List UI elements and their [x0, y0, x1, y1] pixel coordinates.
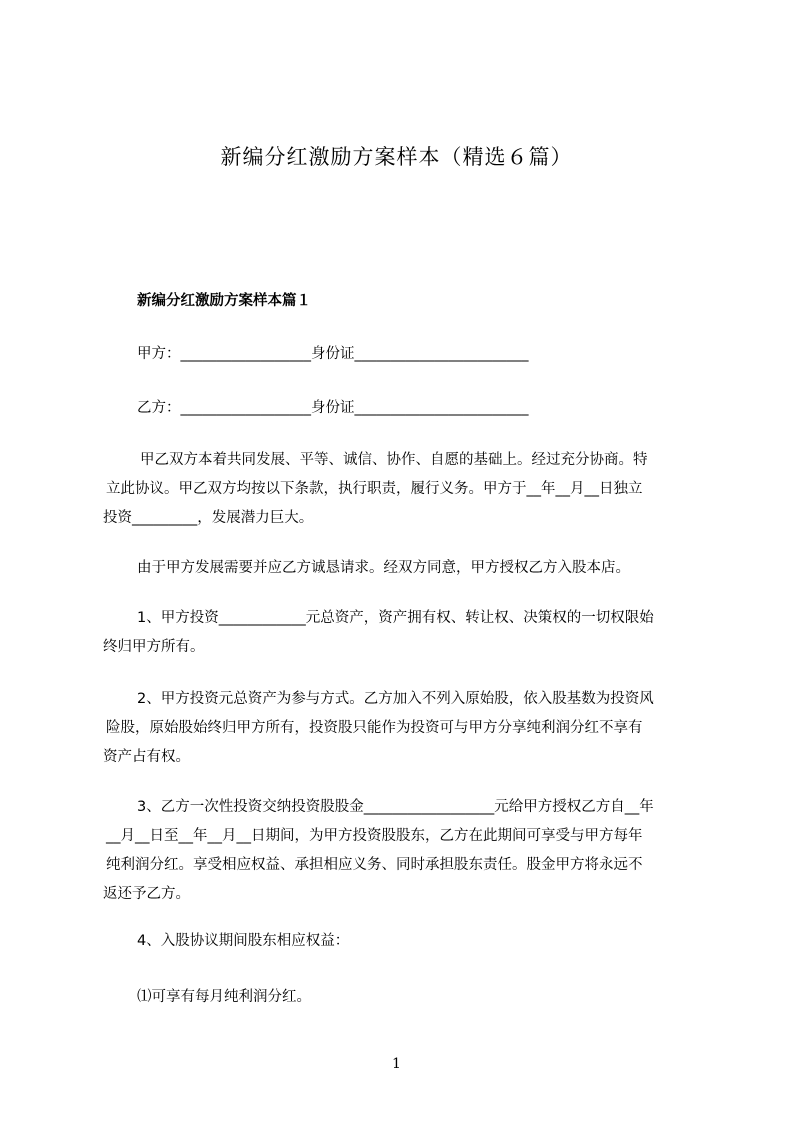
clause-2-line: 险股，原始股始终归甲方所有，投资股只能作为投资可与甲方分享纯利润分红不享有 [106, 720, 643, 736]
clause-2-line: 资产占有权。 [103, 749, 190, 765]
clause-3-line: __月__日至__年__月__日期间，为甲方投资股股东，乙方在此期间可享受与甲方每年 [106, 828, 643, 844]
intro-paragraph-line: 立此协议。甲乙双方均按以下条款，执行职责，履行义务。甲方于__年__月__日独立 [106, 481, 643, 497]
clause-2-line: 2、甲方投资元总资产为参与方式。乙方加入不列入原始股，依入股基数为投资风 [137, 691, 654, 707]
document-title: 新编分红激励方案样本（精选６篇） [220, 145, 573, 169]
party-a-line: 甲方：__________________身份证________________________ [137, 346, 529, 362]
intro-paragraph [103, 446, 715, 533]
clause-2 [103, 685, 715, 772]
clause-1-line: 终归甲方所有。 [103, 639, 205, 655]
party-b-line: 乙方：__________________身份证________________________ [137, 400, 529, 416]
clause-4: 4、入股协议期间股东相应权益： [137, 933, 350, 949]
page-number: 1 [392, 1056, 401, 1072]
request-paragraph: 由于甲方发展需要并应乙方诚恳请求。经双方同意，甲方授权乙方入股本店。 [137, 560, 630, 576]
clause-3-line: 返还予乙方。 [103, 886, 190, 902]
clause-3-line: 纯利润分红。享受相应权益、承担相应义务、同时承担股东责任。股金甲方将永远不 [106, 857, 643, 873]
clause-1-line: 1、甲方投资____________元总资产，资产拥有权、转让权、决策权的一切权限始 [137, 610, 654, 626]
clause-3-line: 3、乙方一次性投资交纳投资股股金__________________元给甲方授权乙方自__年 [137, 799, 654, 815]
section-heading: 新编分红激励方案样本篇１ [137, 293, 311, 309]
clause-3 [103, 793, 715, 909]
clause-4-item-1: ⑴可享有每月纯利润分红。 [137, 989, 311, 1005]
intro-paragraph-line: 投资_________，发展潜力巨大。 [103, 510, 314, 526]
clause-1 [103, 604, 715, 662]
intro-paragraph-line: 甲乙双方本着共同发展、平等、诚信、协作、自愿的基础上。经过充分协商。特 [140, 452, 648, 468]
